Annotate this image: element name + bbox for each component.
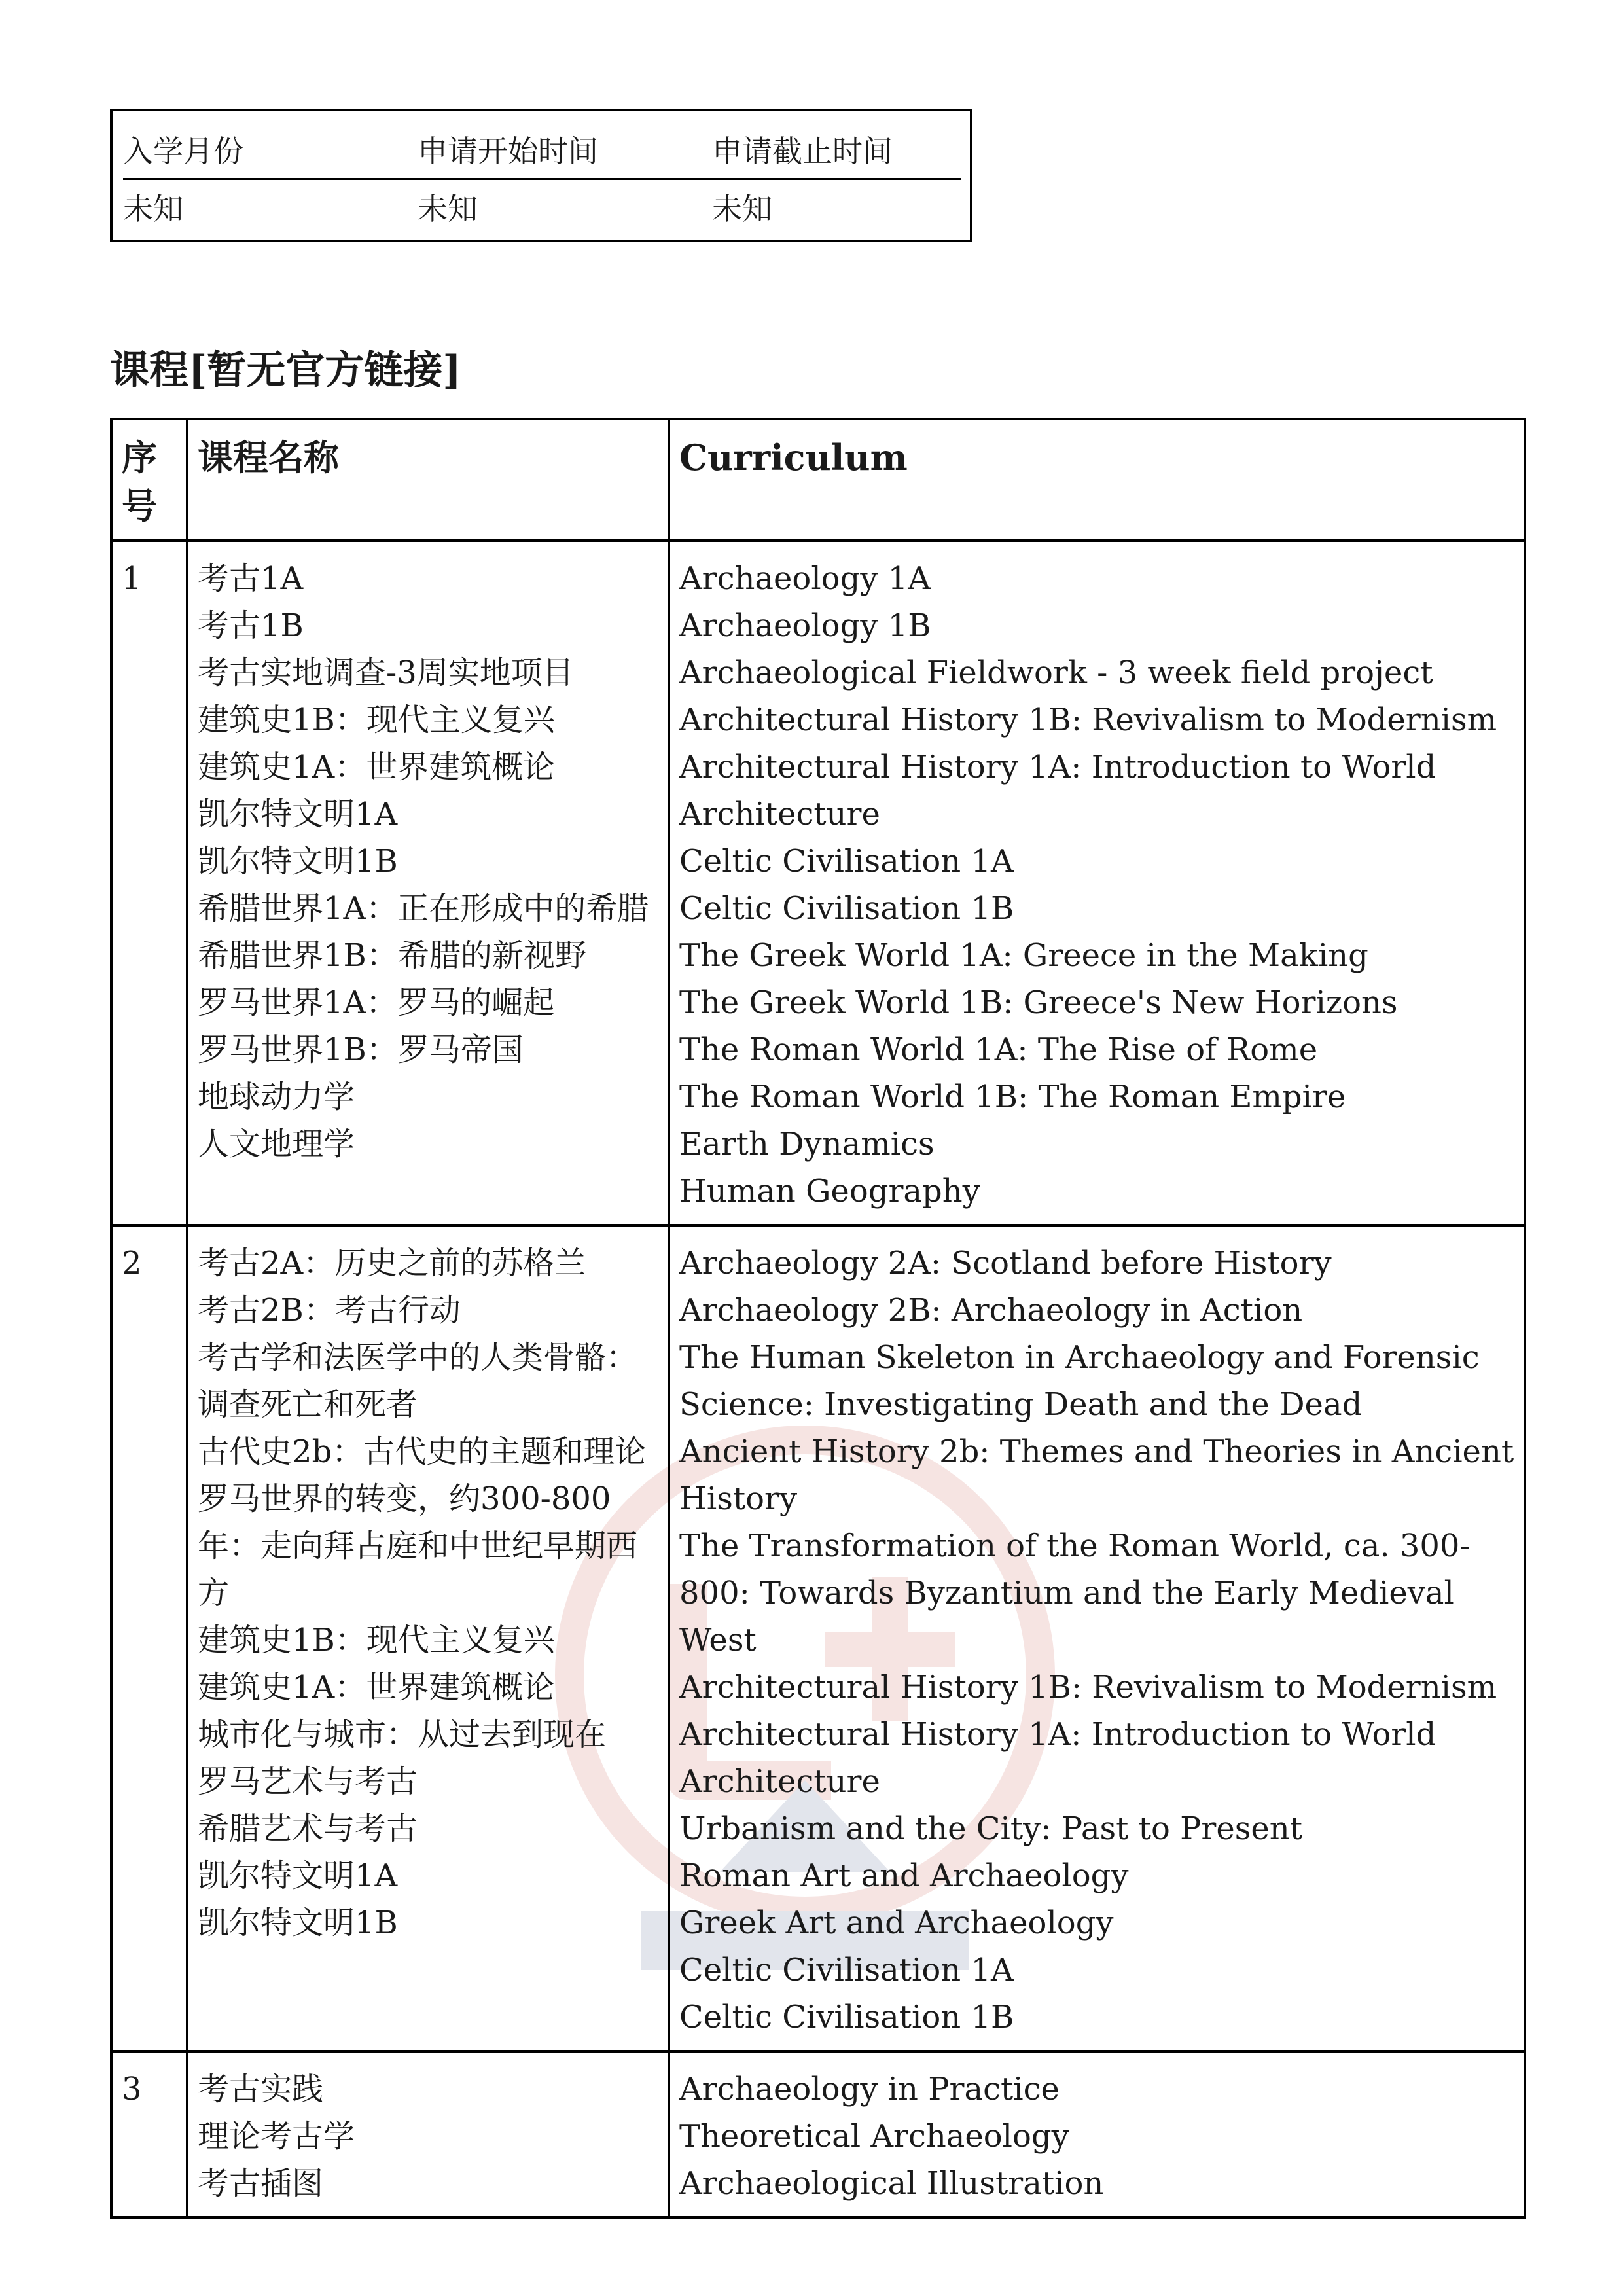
curriculum-en: Archaeology 2B: Archaeology in Action bbox=[679, 1292, 1303, 1329]
course-name-cn: 希腊艺术与考古 bbox=[198, 1810, 418, 1847]
course-name-cn: 建筑史1A：世界建筑概论 bbox=[198, 749, 555, 785]
intake-table bbox=[110, 109, 972, 242]
intake-value-deadline: 未知 bbox=[712, 191, 772, 226]
course-name-cn: 凯尔特文明1B bbox=[198, 1905, 398, 1941]
curriculum-en: Theoretical Archaeology bbox=[679, 2118, 1069, 2155]
course-name-cn: 希腊世界1B：希腊的新视野 bbox=[198, 937, 586, 974]
course-name-cn: 罗马世界的转变，约300-800年：走向拜占庭和中世纪早期西方 bbox=[198, 1480, 638, 1611]
header-number: 序号 bbox=[111, 419, 187, 541]
curriculum-en: Celtic Civilisation 1A bbox=[679, 1952, 1014, 1988]
course-name-cn: 罗马世界1B：罗马帝国 bbox=[198, 1031, 524, 1068]
curriculum-en: The Greek World 1A: Greece in the Making bbox=[679, 937, 1368, 974]
course-name-cn: 古代史2b：古代史的主题和理论 bbox=[198, 1433, 647, 1470]
table-row bbox=[111, 541, 1525, 1225]
course-name-cn: 考古插图 bbox=[198, 2165, 324, 2202]
curriculum-en: Archaeology 1A bbox=[679, 560, 931, 597]
course-name-cn: 考古2A：历史之前的苏格兰 bbox=[198, 1245, 586, 1282]
course-name-cn: 希腊世界1A：正在形成中的希腊 bbox=[198, 890, 649, 927]
curriculum-cell bbox=[669, 1225, 1525, 2051]
intake-value-month: 未知 bbox=[123, 191, 183, 226]
row-number: 3 bbox=[111, 2051, 187, 2217]
course-name-cn: 建筑史1B：现代主义复兴 bbox=[198, 702, 555, 738]
intake-header-rule bbox=[123, 178, 961, 180]
table-row bbox=[111, 1225, 1525, 2051]
course-name-cn: 城市化与城市：从过去到现在 bbox=[198, 1716, 607, 1753]
curriculum-en: The Human Skeleton in Archaeology and Forensic Science: Investigating Death and the Dead bbox=[679, 1339, 1480, 1423]
curriculum-en: Archaeological Illustration bbox=[679, 2165, 1104, 2202]
intake-header-deadline: 申请截止时间 bbox=[712, 134, 893, 169]
course-name-cn: 考古实地调查-3周实地项目 bbox=[198, 655, 574, 691]
course-name-cn: 建筑史1A：世界建筑概论 bbox=[198, 1669, 555, 1706]
course-name-cn: 凯尔特文明1A bbox=[198, 1857, 398, 1894]
curriculum-en: Ancient History 2b: Themes and Theories in Ancient History bbox=[679, 1433, 1514, 1517]
section-title: 课程[暂无官方链接] bbox=[110, 348, 461, 393]
curriculum-cell bbox=[669, 2051, 1525, 2217]
course-name-cn: 考古1B bbox=[198, 607, 304, 644]
curriculum-en: The Greek World 1B: Greece's New Horizons bbox=[679, 984, 1398, 1021]
row-number: 1 bbox=[111, 541, 187, 1225]
course-name-cn: 凯尔特文明1B bbox=[198, 843, 398, 880]
curriculum-en: Celtic Civilisation 1A bbox=[679, 843, 1014, 880]
row-number: 2 bbox=[111, 1225, 187, 2051]
header-curriculum: Curriculum bbox=[669, 419, 1525, 541]
course-name-cn: 考古实践 bbox=[198, 2071, 324, 2108]
course-name-cn: 地球动力学 bbox=[198, 1079, 355, 1115]
curriculum-en: Urbanism and the City: Past to Present bbox=[679, 1810, 1302, 1847]
curriculum-en: Architectural History 1B: Revivalism to Modernism bbox=[679, 702, 1497, 738]
table-row bbox=[111, 2051, 1525, 2217]
curriculum-cell bbox=[669, 541, 1525, 1225]
course-name-cell bbox=[187, 541, 669, 1225]
courses-header-row bbox=[111, 419, 1525, 541]
curriculum-en: Archaeology 1B bbox=[679, 607, 931, 644]
course-name-cn: 理论考古学 bbox=[198, 2118, 355, 2155]
course-name-cell bbox=[187, 2051, 669, 2217]
course-name-cn: 考古2B：考古行动 bbox=[198, 1292, 461, 1329]
curriculum-en: Roman Art and Archaeology bbox=[679, 1857, 1129, 1894]
intake-header-start: 申请开始时间 bbox=[418, 134, 598, 169]
course-name-cn: 凯尔特文明1A bbox=[198, 796, 398, 833]
curriculum-en: Architectural History 1A: Introduction to World Architecture bbox=[679, 1716, 1436, 1800]
course-name-cn: 人文地理学 bbox=[198, 1126, 355, 1162]
curriculum-en: Archaeological Fieldwork - 3 week field project bbox=[679, 655, 1433, 691]
header-course-name: 课程名称 bbox=[187, 419, 669, 541]
curriculum-en: The Roman World 1B: The Roman Empire bbox=[679, 1079, 1346, 1115]
intake-header-month: 入学月份 bbox=[123, 134, 243, 169]
curriculum-en: Greek Art and Archaeology bbox=[679, 1905, 1114, 1941]
intake-value-start: 未知 bbox=[418, 191, 478, 226]
course-name-cn: 考古学和法医学中的人类骨骼：调查死亡和死者 bbox=[198, 1339, 638, 1423]
curriculum-en: Celtic Civilisation 1B bbox=[679, 1999, 1014, 2036]
course-name-cn: 罗马艺术与考古 bbox=[198, 1763, 418, 1800]
curriculum-en: Earth Dynamics bbox=[679, 1126, 935, 1162]
courses-body bbox=[111, 541, 1525, 2217]
curriculum-en: Human Geography bbox=[679, 1173, 980, 1210]
course-name-cn: 建筑史1B：现代主义复兴 bbox=[198, 1622, 555, 1659]
curriculum-en: Architectural History 1A: Introduction to World Architecture bbox=[679, 749, 1436, 833]
curriculum-en: Archaeology 2A: Scotland before History bbox=[679, 1245, 1332, 1282]
course-name-cn: 考古1A bbox=[198, 560, 304, 597]
course-name-cell bbox=[187, 1225, 669, 2051]
curriculum-en: Celtic Civilisation 1B bbox=[679, 890, 1014, 927]
curriculum-en: The Transformation of the Roman World, ca. 300-800: Towards Byzantium and the Early Medieval West bbox=[679, 1528, 1471, 1659]
curriculum-en: Archaeology in Practice bbox=[679, 2071, 1060, 2108]
curriculum-en: Architectural History 1B: Revivalism to Modernism bbox=[679, 1669, 1497, 1706]
course-name-cn: 罗马世界1A：罗马的崛起 bbox=[198, 984, 555, 1021]
curriculum-en: The Roman World 1A: The Rise of Rome bbox=[679, 1031, 1318, 1068]
courses-table bbox=[110, 418, 1526, 2219]
